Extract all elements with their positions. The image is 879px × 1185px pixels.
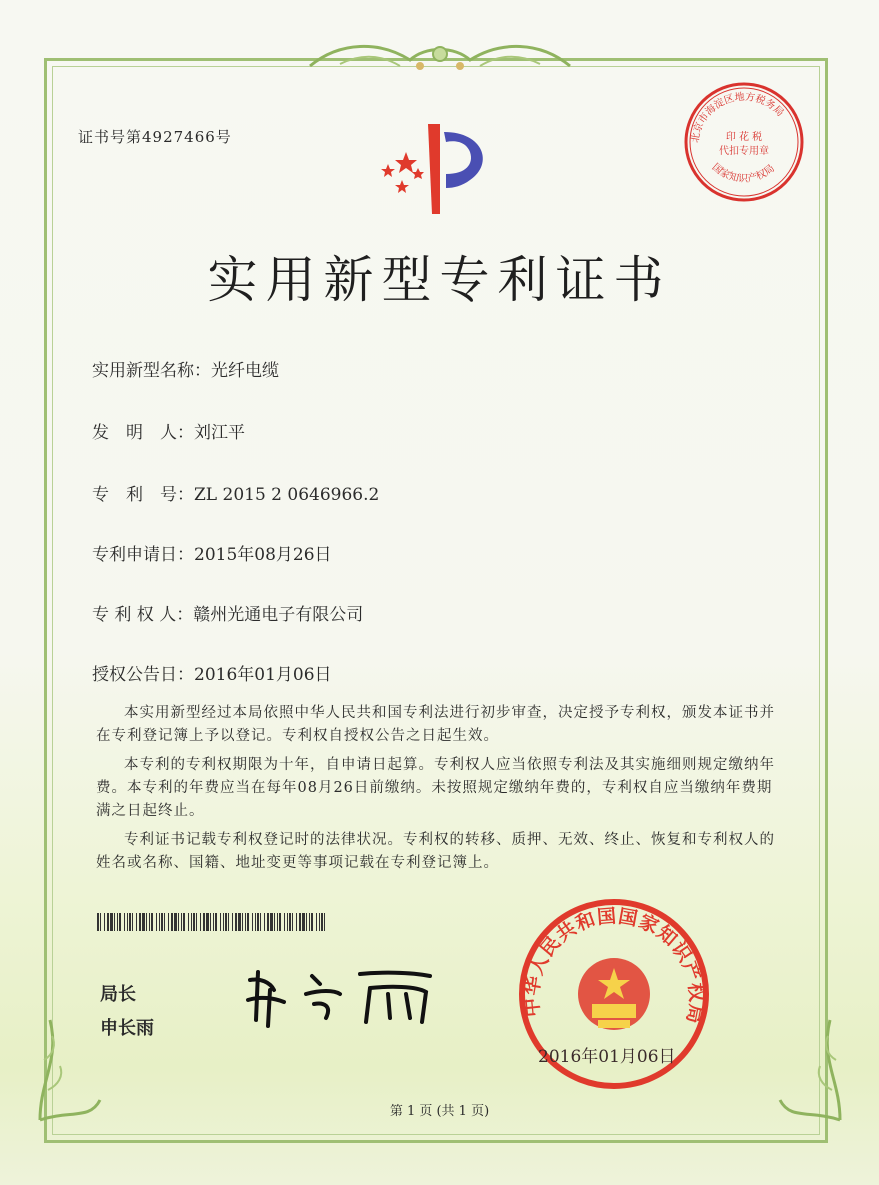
tax-stamp-ring-text: 北京市海淀区地方税务局 xyxy=(689,91,786,144)
barcode-bar xyxy=(223,913,224,931)
barcode-bar xyxy=(220,913,221,931)
barcode-bar xyxy=(132,913,133,931)
barcode-bar xyxy=(97,913,99,931)
barcode-bar xyxy=(316,913,317,931)
body-paragraph-3: 专利证书记载专利权登记时的法律状况。专利权的转移、质押、无效、终止、恢复和专利权人的姓名或名称、国籍、地址变更等事项记载在专利登记簿上。 xyxy=(96,832,775,871)
barcode xyxy=(97,913,329,931)
director-signature xyxy=(240,960,440,1030)
barcode-bar xyxy=(100,913,101,931)
barcode-bar xyxy=(151,913,153,931)
barcode-bar xyxy=(203,913,205,931)
barcode-bar xyxy=(159,913,160,931)
field-value: 光纤电缆 xyxy=(211,361,279,381)
barcode-bar xyxy=(309,913,310,931)
barcode-bar xyxy=(210,913,211,931)
barcode-bar xyxy=(242,913,243,931)
barcode-bar xyxy=(228,913,229,931)
body-paragraph-2: 本专利的专利权期限为十年，自申请日起算。专利权人应当依照专利法及其实施细则规定缴纳年费。本专利的年费应当在每年08月26日前缴纳。未按照规定缴纳年费的，专利权自应当缴纳年费期满之日起终止。 xyxy=(96,757,775,819)
barcode-bar xyxy=(206,913,209,931)
tax-stamp-center-2: 代扣专用章 xyxy=(719,146,769,157)
barcode-bar xyxy=(296,913,297,931)
barcode-bar xyxy=(146,913,147,931)
barcode-bar xyxy=(284,913,285,931)
field-value: ZL 2015 2 0646966.2 xyxy=(194,485,380,505)
director-name: 申长雨 xyxy=(100,1018,154,1039)
barcode-bar xyxy=(257,913,259,931)
barcode-bar xyxy=(299,913,301,931)
barcode-bar xyxy=(171,913,173,931)
barcode-bar xyxy=(136,913,137,931)
seal-date: 2016年01月06日 xyxy=(538,1047,676,1067)
barcode-bar xyxy=(289,913,291,931)
tax-stamp xyxy=(682,80,806,204)
barcode-bar xyxy=(129,913,131,931)
field-value: 赣州光通电子有限公司 xyxy=(193,605,364,625)
barcode-bar xyxy=(274,913,275,931)
barcode-bar xyxy=(193,913,195,931)
field-patentee xyxy=(92,600,363,625)
barcode-bar xyxy=(270,913,273,931)
field-label: 专 利 号： xyxy=(92,485,194,505)
body-paragraph-1: 本实用新型经过本局依照中华人民共和国专利法进行初步审查，决定授予专利权，颁发本证书并在专利登记簿上予以登记。专利权自授权公告之日起生效。 xyxy=(96,705,775,744)
seal-ring-text: 中华人民共和国国家知识产权局 xyxy=(520,905,708,1027)
barcode-bar xyxy=(279,913,281,931)
tax-stamp-center-1: 印 花 税 xyxy=(725,132,763,143)
barcode-bar xyxy=(245,913,246,931)
barcode-bar xyxy=(110,913,113,931)
field-label: 实用新型名称： xyxy=(92,361,211,381)
barcode-bar xyxy=(181,913,182,931)
certificate-number: 证书号第4927466号 xyxy=(78,128,232,146)
barcode-bar xyxy=(264,913,265,931)
field-value: 2016年01月06日 xyxy=(194,665,332,685)
barcode-bar xyxy=(156,913,157,931)
barcode-bar xyxy=(124,913,125,931)
top-ornament xyxy=(300,36,580,80)
director-title: 局长 xyxy=(100,984,136,1005)
barcode-bar xyxy=(277,913,278,931)
barcode-bar xyxy=(252,913,253,931)
barcode-bar xyxy=(196,913,197,931)
field-value: 2015年08月26日 xyxy=(194,545,332,565)
page-number: 第 1 页 (共 1 页) xyxy=(389,1104,490,1119)
barcode-bar xyxy=(164,913,165,931)
barcode-bar xyxy=(191,913,192,931)
barcode-bar xyxy=(117,913,118,931)
barcode-bar xyxy=(174,913,177,931)
barcode-bar xyxy=(311,913,313,931)
barcode-bar xyxy=(139,913,141,931)
field-filing-date xyxy=(92,540,332,565)
field-label: 专 利 权 人： xyxy=(92,605,194,625)
patent-office-logo xyxy=(366,118,506,218)
barcode-bar xyxy=(225,913,227,931)
barcode-bar xyxy=(127,913,128,931)
barcode-bar xyxy=(302,913,305,931)
barcode-bar xyxy=(255,913,256,931)
barcode-bar xyxy=(324,913,325,931)
field-label: 授权公告日： xyxy=(92,665,194,685)
barcode-bar xyxy=(161,913,163,931)
field-patent-number xyxy=(92,480,379,505)
field-value: 刘江平 xyxy=(194,423,245,443)
barcode-bar xyxy=(215,913,217,931)
barcode-bar xyxy=(213,913,214,931)
barcode-bar xyxy=(306,913,307,931)
barcode-bar xyxy=(188,913,189,931)
tax-stamp-bottom-text: 国家知识产权局 xyxy=(709,161,777,185)
certificate-title: 实用新型专利证书 xyxy=(207,251,672,309)
barcode-bar xyxy=(232,913,233,931)
barcode-bar xyxy=(149,913,150,931)
barcode-bar xyxy=(142,913,145,931)
barcode-bar xyxy=(238,913,241,931)
field-utility-model-name xyxy=(92,356,279,381)
field-grant-date xyxy=(92,660,332,685)
barcode-bar xyxy=(321,913,323,931)
barcode-bar xyxy=(292,913,293,931)
barcode-bar xyxy=(287,913,288,931)
barcode-bar xyxy=(104,913,105,931)
barcode-bar xyxy=(168,913,169,931)
certificate-body xyxy=(96,702,786,881)
barcode-bar xyxy=(200,913,201,931)
barcode-bar xyxy=(114,913,115,931)
barcode-bar xyxy=(235,913,237,931)
field-label: 发 明 人： xyxy=(92,423,194,443)
barcode-bar xyxy=(319,913,320,931)
barcode-bar xyxy=(119,913,121,931)
barcode-bar xyxy=(183,913,185,931)
field-inventor xyxy=(92,418,245,443)
barcode-bar xyxy=(247,913,249,931)
barcode-bar xyxy=(178,913,179,931)
field-label: 专利申请日： xyxy=(92,545,194,565)
barcode-bar xyxy=(107,913,109,931)
barcode-bar xyxy=(267,913,269,931)
barcode-bar xyxy=(260,913,261,931)
